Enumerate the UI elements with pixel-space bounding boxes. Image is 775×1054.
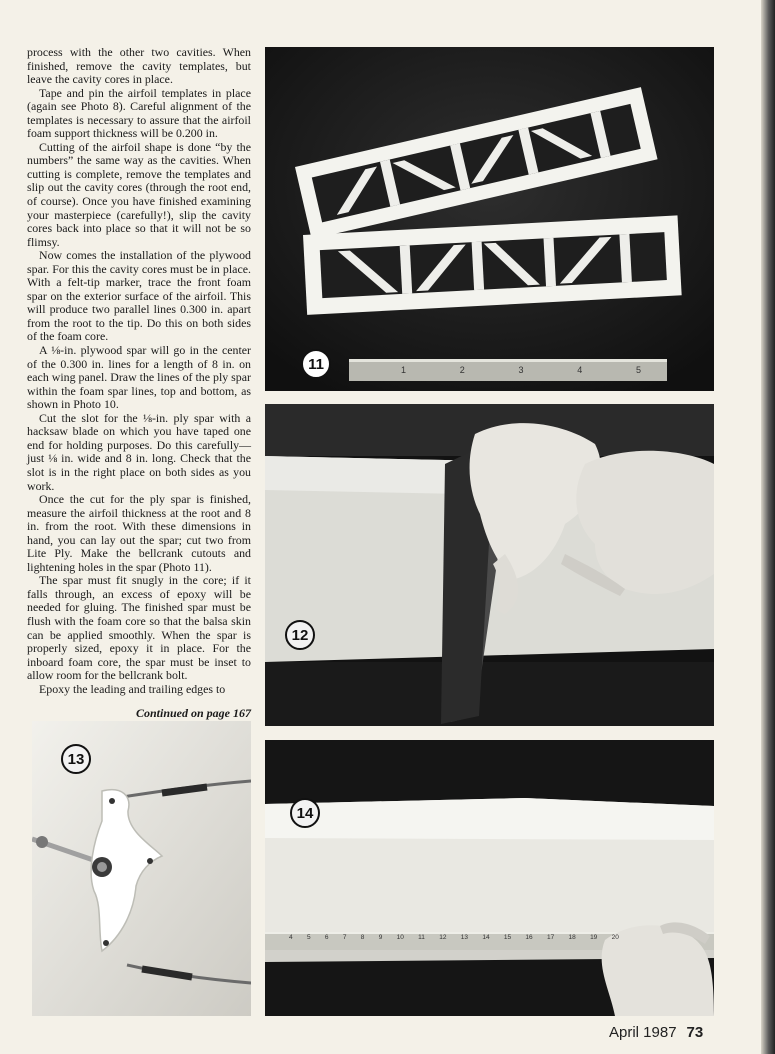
ruler-tick: 16: [525, 934, 533, 941]
photo-14-image: [265, 740, 714, 1016]
issue-date: April 1987: [609, 1024, 677, 1041]
paragraph-3: Cutting of the airfoil shape is done “by the numbers” the same way as the cavities. When cutting is complete, remove the templates and slip out the cavity cores (through the root end, of course). Once you have finished examining your masterpiece (carefully!), slip the cavity cores back into place so that it will not be so flimsy.: [27, 139, 251, 249]
photo-12-number: 12: [285, 620, 315, 650]
photo-13-number: 13: [61, 744, 91, 774]
paragraph-5: A ⅛-in. plywood spar will go in the center of the 0.300 in. lines for a length of 8 in. on each wing panel. Draw the lines of the ply spar within the foam spar lines, top and bottom, as shown in Photo 10.: [27, 343, 251, 412]
ruler-tick: 1: [401, 365, 407, 375]
photo-12: [265, 404, 714, 726]
ruler-tick: 2: [459, 365, 465, 375]
photo-13: [32, 721, 251, 1016]
paragraph-1: process with the other two cavities. When finished, remove the cavity templates, but leave the cavity cores in place.: [27, 45, 251, 87]
ruler-tick: 5: [306, 934, 311, 941]
paragraph-2: Tape and pin the airfoil templates in place (again see Photo 8). Careful alignment of the templates is necessary to assure that the airfoil foam support thickness will be 0.200 in.: [27, 85, 251, 141]
ruler-11-ticks: [401, 365, 641, 375]
ruler-tick: 4: [289, 934, 293, 941]
paragraph-4: Now comes the installation of the plywood spar. For this the cavity cores must be in place. With a felt-tip marker, trace the front foam spar on the exterior surface of the airfoil. This will produce two parallel lines 0.300 in. apart from the root to the tip. Do this on both sides of the foam core.: [27, 248, 251, 344]
ruler-tick: 11: [418, 934, 425, 941]
ruler-tick: 17: [546, 934, 555, 941]
photo-12-image: [265, 404, 714, 726]
article-text-column: [27, 46, 251, 696]
ruler-tick: 20: [611, 934, 619, 941]
ruler-tick: 19: [590, 934, 598, 941]
ruler-tick: 18: [568, 934, 576, 941]
ruler-tick: 8: [360, 934, 365, 941]
photo-11: [265, 47, 714, 391]
paragraph-6: Cut the slot for the ⅛-in. ply spar with a hacksaw blade on which you have taped one end for holding purposes. Do this carefully—just ⅛ in. wide and 8 in. long. Check that the slot is in the right place on both sides as you work.: [27, 410, 251, 493]
continued-note: Continued on page 167: [135, 706, 251, 720]
ruler-tick: 15: [503, 934, 512, 941]
ruler-tick: 12: [439, 934, 447, 941]
ruler-tick: 13: [460, 934, 469, 941]
photo-11-number: 11: [301, 349, 331, 379]
ruler-tick: 6: [324, 934, 329, 941]
ruler-tick: 3: [518, 365, 524, 375]
ruler-tick: 10: [396, 934, 404, 941]
ruler-14-ticks: [289, 934, 619, 941]
photo-14-number: 14: [290, 798, 320, 828]
page-number: 73: [686, 1024, 704, 1041]
photo-14: [265, 740, 714, 1016]
photo-11-image: [265, 47, 714, 391]
paragraph-7: Once the cut for the ply spar is finished, measure the airfoil thickness at the root and 8 in. from the root. With these dimensions in hand, you can lay out the spar; cut two from Lite Ply. Make the bellcrank cutouts and lightening holes in the spar (Photo 11).: [27, 492, 251, 574]
ruler-tick: 7: [342, 934, 347, 941]
ruler-tick: 5: [635, 365, 641, 375]
paragraph-8: The spar must fit snugly in the core; if it falls through, an excess of epoxy will be needed for gluing. The finished spar must be flush with the foam core so that the balsa skin can be applied smoothly. When the spar is properly sized, epoxy it in place. For the inboard foam core, the spar must be inset to allow room for the bellcrank bolt.: [27, 573, 251, 683]
ruler-tick: 14: [482, 934, 490, 941]
ruler-tick: 9: [378, 934, 383, 941]
page-edge: [761, 0, 775, 1054]
paragraph-9: Epoxy the leading and trailing edges to: [39, 681, 226, 696]
ruler-tick: 4: [577, 365, 583, 375]
page-footer: [609, 1024, 703, 1041]
